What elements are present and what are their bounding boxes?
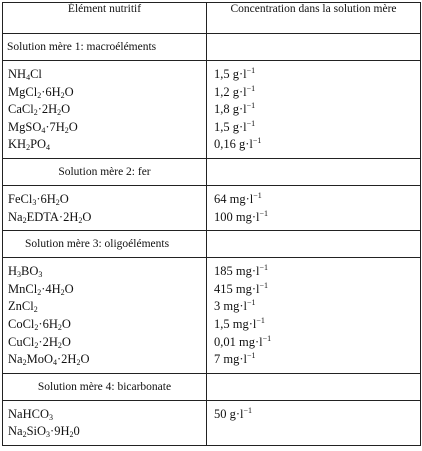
concentration-value: 1,5 $g\cdot l^{-1}$ (214, 66, 256, 81)
compound-name: $CuCl_2\cdot 2H_2O$ (8, 334, 71, 350)
compound-name: $FeCl_3\cdot 6H_2O$ (8, 191, 69, 207)
compound-name: $MnCl_2\cdot 4H_2O$ (8, 281, 74, 297)
compound-name: $NH_4Cl$ (8, 67, 42, 82)
section-title-row (3, 34, 421, 61)
section-title-row (3, 373, 421, 400)
concentration-value: 7 $mg\cdot l^{-1}$ (214, 351, 256, 367)
concentration-value: 185 $mg\cdot l^{-1}$ (214, 263, 268, 279)
concentration-value: 3 $mg\cdot l^{-1}$ (214, 298, 256, 314)
section-title: Solution mère 4: bicarbonate (37, 380, 172, 393)
concentration-value: 1,5 $g\cdot l^{-1}$ (214, 118, 256, 134)
compound-name: $Na_2SiO_3\cdot 9H_20$ (8, 424, 80, 440)
section-title: Solution mère 1: macroéléments (7, 41, 157, 53)
header-concentration: Concentration dans la solution mère (207, 3, 421, 34)
concentration-value: 0,16 $g\cdot l^{-1}$ (214, 136, 262, 152)
section-title: Solution mère 2: fer (58, 165, 151, 178)
compound-name: NaHCO$_3$ (8, 406, 53, 422)
value-list (207, 61, 421, 159)
compound-name: $CaCl_2\cdot 2H_2O$ (8, 102, 71, 118)
section-title-row (3, 158, 421, 185)
section-body-row (3, 61, 421, 159)
compound-list (3, 400, 207, 445)
concentration-value: 50 $g\cdot l^{-1}$ (214, 405, 253, 421)
compound-name: $KH_2PO_4$ (8, 137, 51, 153)
concentration-value: 64 $mg\cdot l^{-1}$ (214, 190, 262, 206)
compound-name: $Na_2EDTA\cdot 2H_2O$ (8, 209, 92, 225)
header-element: Élément nutritif (3, 3, 207, 34)
compound-name: $H_3BO_3$ (8, 264, 43, 280)
concentration-value: 1,2 $g\cdot l^{-1}$ (214, 83, 256, 99)
section-title-row (3, 231, 421, 258)
compound-name: ZnCl$_2$ (8, 299, 38, 315)
nutrient-table (2, 2, 421, 446)
concentration-value: 1,5 $mg\cdot l^{-1}$ (214, 315, 265, 331)
section-body-row (3, 185, 421, 230)
value-list (207, 400, 421, 445)
compound-name: $CoCl_2\cdot 6H_2O$ (8, 316, 71, 332)
compound-list (3, 258, 207, 374)
concentration-value (214, 423, 420, 441)
section-body-row (3, 258, 421, 374)
concentration-value: 100 $mg\cdot l^{-1}$ (214, 208, 268, 224)
compound-list (3, 185, 207, 230)
value-list (207, 185, 421, 230)
section-title: Solution mère 3: oligoéléments (25, 238, 170, 251)
value-list (207, 258, 421, 374)
compound-list (3, 61, 207, 159)
section-body-row (3, 400, 421, 445)
compound-name: $Na_2MoO_4\cdot 2H_2O$ (8, 352, 90, 368)
compound-name: $MgCl_2\cdot 6H_2O$ (8, 84, 74, 100)
concentration-value: 415 $mg\cdot l^{-1}$ (214, 280, 268, 296)
compound-name: $MgSO_4\cdot 7H_2O$ (8, 119, 78, 135)
concentration-value: 1,8 $g\cdot l^{-1}$ (214, 101, 256, 117)
table-header-row (3, 3, 421, 34)
concentration-value: 0,01 $mg\cdot l^{-1}$ (214, 333, 272, 349)
